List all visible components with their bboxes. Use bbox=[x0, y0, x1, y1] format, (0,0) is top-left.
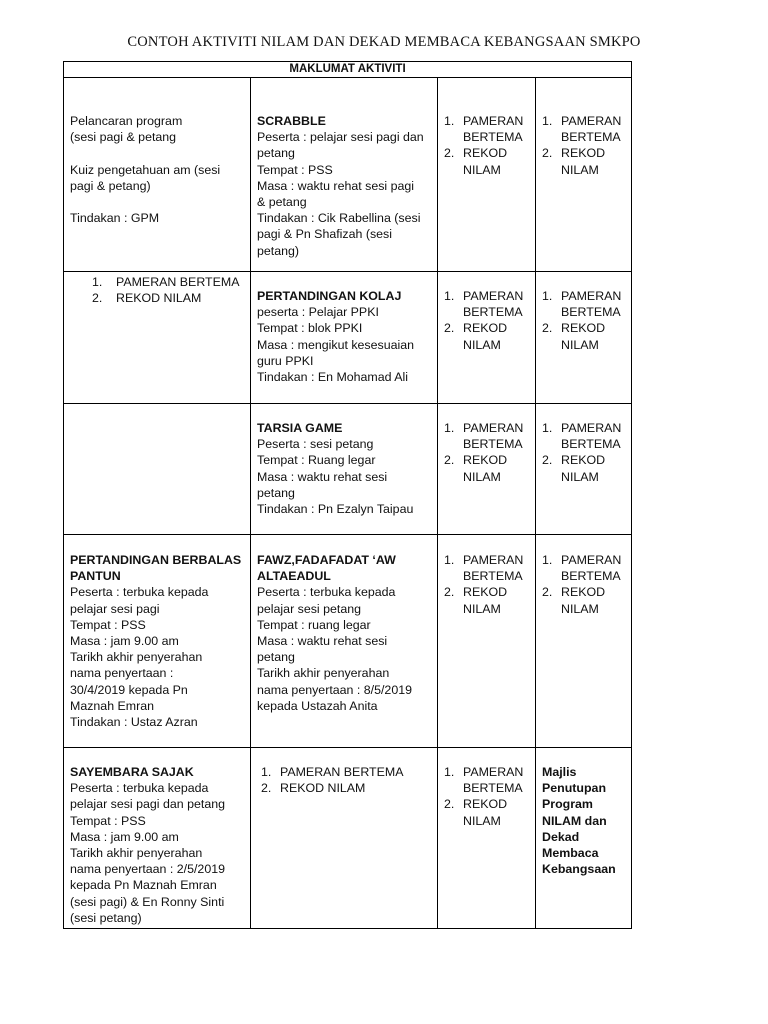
cell-text: Peserta : terbuka kepada bbox=[70, 585, 209, 600]
numbered-list bbox=[444, 764, 529, 829]
activity-table bbox=[63, 61, 632, 929]
cell-text: Tindakan : Ustaz Azran bbox=[70, 715, 198, 730]
cell-text: Masa : waktu rehat sesi bbox=[257, 469, 388, 484]
list-item: 2. REKOD NILAM bbox=[542, 585, 606, 616]
cell-text: nama penyertaan : bbox=[70, 666, 174, 681]
table-cell bbox=[64, 404, 251, 535]
cell-text: pelajar sesi pagi dan petang bbox=[70, 797, 225, 812]
list-item: 2. REKOD NILAM bbox=[444, 797, 508, 828]
closing-ceremony-text: Majlis Penutupan Program NILAM dan Dekad Membaca Kebangsaan bbox=[542, 765, 616, 877]
cell-text: Tindakan : Pn Ezalyn Taipau bbox=[257, 502, 414, 517]
cell-text: petang bbox=[257, 485, 295, 500]
table-cell bbox=[64, 78, 251, 272]
list-item: 1. PAMERAN BERTEMA bbox=[92, 275, 240, 289]
cell-text: nama penyertaan : 2/5/2019 bbox=[70, 862, 225, 877]
list-item: 1. PAMERAN BERTEMA bbox=[542, 114, 622, 145]
cell-text: Kuiz pengetahuan am (sesi bbox=[70, 162, 221, 177]
cell-text: kepada Ustazah Anita bbox=[257, 698, 378, 713]
cell-text: guru PPKI bbox=[257, 353, 314, 368]
list-item: 2. REKOD NILAM bbox=[542, 453, 606, 484]
cell-text: Tarikh akhir penyerahan bbox=[70, 846, 203, 861]
cell-text: Tindakan : GPM bbox=[70, 211, 160, 226]
numbered-list bbox=[444, 420, 529, 485]
table-cell bbox=[64, 748, 251, 929]
numbered-list bbox=[542, 420, 625, 485]
list-item: 2. REKOD NILAM bbox=[92, 291, 202, 306]
activity-title: SCRABBLE bbox=[257, 114, 326, 128]
table-cell bbox=[536, 535, 632, 748]
numbered-list bbox=[444, 113, 529, 178]
activity-title: SAYEMBARA SAJAK bbox=[70, 765, 194, 779]
table-cell bbox=[438, 535, 536, 748]
cell-text: petang) bbox=[257, 243, 300, 258]
table-row bbox=[64, 78, 632, 272]
table-row bbox=[64, 272, 632, 404]
list-item: 1. PAMERAN BERTEMA bbox=[542, 289, 622, 320]
activity-title: PERTANDINGAN KOLAJ bbox=[257, 289, 402, 303]
table-cell bbox=[438, 748, 536, 929]
cell-text: Tindakan : En Mohamad Ali bbox=[257, 370, 409, 385]
list-item: 2. REKOD NILAM bbox=[444, 453, 508, 484]
table-cell bbox=[64, 535, 251, 748]
list-item: 1. PAMERAN BERTEMA bbox=[444, 289, 524, 320]
table-row bbox=[64, 404, 632, 535]
list-item: 1. PAMERAN BERTEMA bbox=[444, 553, 524, 584]
list-item: 2. REKOD NILAM bbox=[444, 321, 508, 352]
table-cell bbox=[536, 748, 632, 929]
cell-text: Tempat : PSS bbox=[70, 813, 146, 828]
cell-text: Peserta : terbuka kepada bbox=[70, 781, 209, 796]
cell-text: Peserta : terbuka kepada bbox=[257, 585, 396, 600]
cell-text: Tempat : PSS bbox=[70, 617, 146, 632]
table-row bbox=[64, 535, 632, 748]
table-row bbox=[64, 748, 632, 929]
table-cell bbox=[251, 404, 438, 535]
cell-text: pagi & Pn Shafizah (sesi bbox=[257, 227, 392, 242]
cell-text: Masa : jam 9.00 am bbox=[70, 634, 179, 649]
cell-text: (sesi pagi & petang bbox=[70, 130, 177, 145]
activity-title: ALTAEADUL bbox=[257, 569, 331, 584]
list-item: 2. REKOD NILAM bbox=[444, 146, 508, 177]
list-item: 2. REKOD NILAM bbox=[542, 321, 606, 352]
table-cell bbox=[536, 78, 632, 272]
numbered-list bbox=[542, 288, 625, 353]
cell-text: Tarikh akhir penyerahan bbox=[70, 650, 203, 665]
list-item: 1. PAMERAN BERTEMA bbox=[444, 114, 524, 145]
cell-text: Masa : waktu rehat sesi bbox=[257, 634, 388, 649]
table-cell bbox=[536, 272, 632, 404]
cell-text: (sesi petang) bbox=[70, 910, 142, 925]
cell-text: pelajar sesi petang bbox=[257, 601, 362, 616]
activity-title: TARSIA GAME bbox=[257, 421, 343, 435]
cell-text: Masa : waktu rehat sesi pagi bbox=[257, 178, 415, 193]
table-cell bbox=[438, 404, 536, 535]
table-cell bbox=[251, 535, 438, 748]
table-cell bbox=[251, 78, 438, 272]
activity-title: FAWZ,FADAFADAT ‘AW bbox=[257, 553, 396, 567]
numbered-list bbox=[92, 274, 244, 306]
cell-text: Tempat : blok PPKI bbox=[257, 321, 363, 336]
numbered-list bbox=[444, 552, 529, 617]
cell-text: kepada Pn Maznah Emran bbox=[70, 878, 217, 893]
cell-text: Maznah Emran bbox=[70, 698, 155, 713]
numbered-list bbox=[261, 764, 431, 796]
table-header: MAKLUMAT AKTIVITI bbox=[64, 62, 632, 78]
cell-text: 30/4/2019 kepada Pn bbox=[70, 682, 188, 697]
cell-text: Tempat : Ruang legar bbox=[257, 453, 376, 468]
cell-text: Tempat : PSS bbox=[257, 162, 333, 177]
cell-text: peserta : Pelajar PPKI bbox=[257, 305, 379, 320]
cell-text: petang bbox=[257, 146, 295, 161]
table-cell bbox=[64, 272, 251, 404]
list-item: 2. REKOD NILAM bbox=[542, 146, 606, 177]
numbered-list bbox=[444, 288, 529, 353]
cell-text: & petang bbox=[257, 195, 307, 210]
cell-text: Peserta : sesi petang bbox=[257, 437, 374, 452]
cell-text: pagi & petang) bbox=[70, 178, 151, 193]
cell-text: petang bbox=[257, 650, 295, 665]
cell-text: Tarikh akhir penyerahan bbox=[257, 666, 390, 681]
numbered-list bbox=[542, 113, 625, 178]
table-cell bbox=[536, 404, 632, 535]
table-cell bbox=[438, 272, 536, 404]
cell-text: nama penyertaan : 8/5/2019 bbox=[257, 682, 412, 697]
table-cell bbox=[438, 78, 536, 272]
numbered-list bbox=[542, 552, 625, 617]
document-title: CONTOH AKTIVITI NILAM DAN DEKAD MEMBACA KEBANGSAAN SMKPO bbox=[127, 34, 641, 50]
list-item: 1. PAMERAN BERTEMA bbox=[444, 765, 524, 796]
table-cell bbox=[251, 748, 438, 929]
cell-text: Masa : jam 9.00 am bbox=[70, 829, 179, 844]
cell-text: (sesi pagi) & En Ronny Sinti bbox=[70, 894, 225, 909]
activity-title: Pelancaran program bbox=[70, 114, 183, 128]
activity-title: PANTUN bbox=[70, 569, 121, 584]
list-item: 2. REKOD NILAM bbox=[261, 781, 366, 796]
cell-text: Tempat : ruang legar bbox=[257, 617, 371, 632]
cell-text: pelajar sesi pagi bbox=[70, 601, 160, 616]
cell-text: Peserta : pelajar sesi pagi dan bbox=[257, 130, 424, 145]
activity-title: PERTANDINGAN BERBALAS bbox=[70, 553, 242, 567]
cell-text: Masa : mengikut kesesuaian bbox=[257, 337, 415, 352]
list-item: 1. PAMERAN BERTEMA bbox=[261, 765, 404, 779]
list-item: 1. PAMERAN BERTEMA bbox=[444, 421, 524, 452]
list-item: 1. PAMERAN BERTEMA bbox=[542, 553, 622, 584]
list-item: 1. PAMERAN BERTEMA bbox=[542, 421, 622, 452]
list-item: 2. REKOD NILAM bbox=[444, 585, 508, 616]
table-cell bbox=[251, 272, 438, 404]
cell-text: Tindakan : Cik Rabellina (sesi bbox=[257, 211, 421, 226]
